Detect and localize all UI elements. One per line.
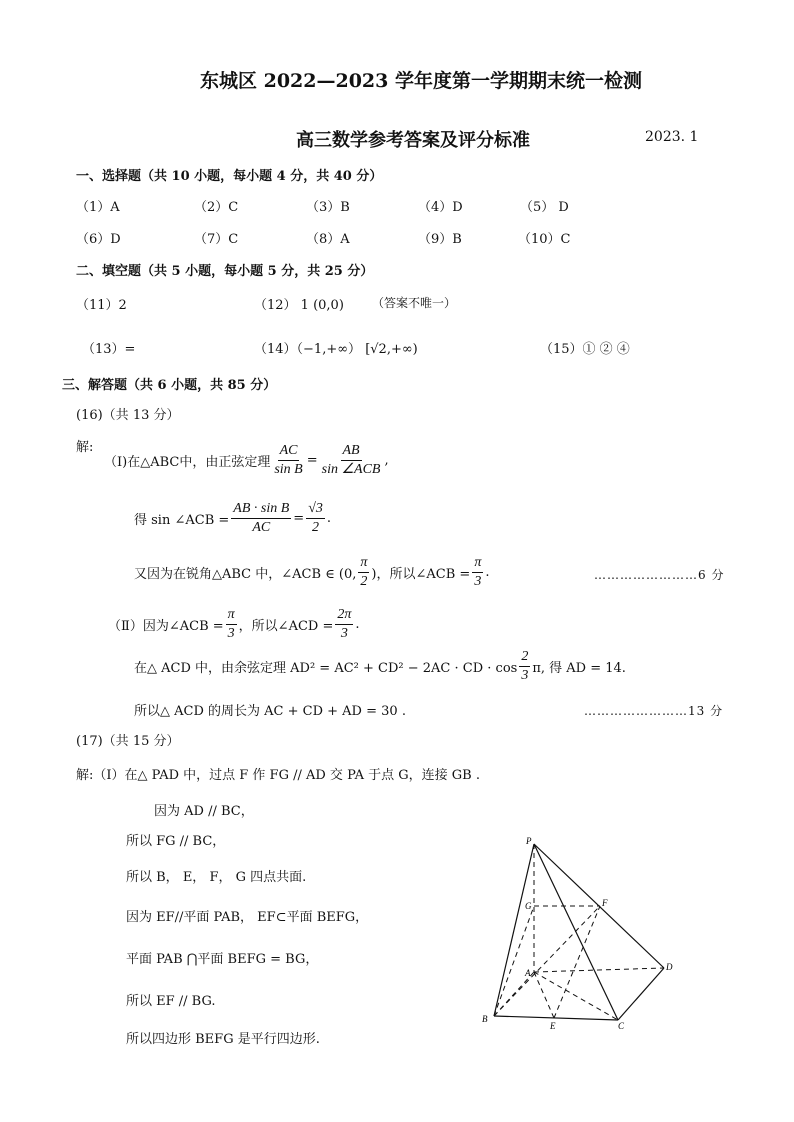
label-C: C [618,1021,625,1031]
label-E: E [550,1021,556,1031]
answer-5: （5） D [520,200,569,215]
answer-6: （6）D [76,232,121,247]
q17-line1: 解:（I）在△ PAD 中，过点 F 作 FG // AD 交 PA 于点 G，连接 GB . [76,768,480,783]
q17-line6: 平面 PAB ⋂平面 BEFG = BG， [126,952,319,967]
label-G: G [525,901,532,911]
edge-CD [618,968,664,1020]
edge-PB [494,844,534,1016]
answer-14: （14）（−1,+∞） [√2,+∞) [254,342,418,357]
q16-l3-frac2: $\frac{\pi}{3}$ [474,555,482,589]
q16-l1-frac2: AB sin ∠ACB [321,443,381,477]
q16-label: (16)（共 13 分） [76,408,180,423]
edge-AB [494,972,534,1016]
answer-10: （10）C [518,232,571,247]
answer-3: （3）B [306,200,350,215]
q16-line2: 得 sin ∠ACB = $\frac{\text{AB · sin B}}{AC}$ = $\frac{√3}{2}$ . [134,501,332,535]
section3-heading: 三、解答题（共 6 小题，共 85 分） [62,378,277,393]
segment-EF [554,906,600,1018]
answer-9: （9）B [418,232,462,247]
label-P: P [526,836,532,846]
answer-8: （8）A [306,232,350,247]
label-A: A [525,968,531,978]
answer-4: （4）D [418,200,463,215]
q16-line5: 在△ ACD 中，由余弦定理 AD² = AC² + CD² − 2AC · CD · cos 2 3 π, 得 AD = 14. [134,649,626,683]
q17-line7: 所以 EF // BG. [126,994,216,1009]
segment-AE [534,972,554,1018]
q16-l5-frac: 2 3 [521,649,529,683]
section1-heading: 一、选择题（共 10 小题，每小题 4 分，共 40 分） [76,169,383,184]
q16-l2-frac1: $\frac{\text{AB · sin B}}{AC}$ [233,501,290,535]
answer-7: （7）C [194,232,239,247]
q17-line3: 所以 FG // BC， [126,834,226,849]
answer-1: （1）A [76,200,120,215]
q16-line4: （Ⅱ）因为∠ACB = $\frac{\pi}{3}$ ，所以∠ACD = $\frac{2\pi}{3}$ . [108,607,360,641]
answer-2: （2）C [194,200,239,215]
q16-l1-frac1: $\frac{AC}{\text{sin B}}$ [274,443,303,477]
answer-12: （12） 1 (0,0) [254,298,344,313]
pyramid-figure [470,832,680,1032]
page-subtitle: 高三数学参考答案及评分标准 [296,130,530,151]
q16-score-6: ……………………6 分 [594,568,725,582]
label-D: D [666,962,673,972]
q16-l4-frac2: $\frac{2\pi}{3}$ [337,607,352,641]
section2-heading: 二、填空题（共 5 小题，每小题 5 分，共 25 分） [76,264,374,279]
q17-line8: 所以四边形 BEFG 是平行四边形. [126,1032,320,1047]
q16-l1-text: （Ⅰ)在△ABC中，由正弦定理 [104,455,271,470]
q16-l3-frac1: π 2 [360,555,368,589]
q17-line4: 所以 B， E， F， G 四点共面. [126,870,307,885]
edge-AD [534,968,664,972]
q16-line6: 所以△ ACD 的周长为 AC + CD + AD = 30 . [134,704,406,719]
q16-l2-frac2: $\frac{√3}{2}$ [308,501,323,535]
q16-line1: （Ⅰ)在△ABC中，由正弦定理 $\frac{AC}{\text{sin B}}$ = AB sin ∠ACB , [104,443,389,477]
q16-line3: 又因为在锐角△ABC 中，∠ACB ∈ (0, π 2 )，所以∠ACB = $\frac{\pi}{3}$ . [134,555,490,589]
answer-15: （15）① ② ④ [540,342,630,357]
label-B: B [482,1014,488,1024]
q17-label: (17)（共 15 分） [76,734,180,749]
q16-l4-frac1: $\frac{\pi}{3}$ [227,607,235,641]
segment-BF [494,906,600,1016]
segment-AC [534,972,618,1020]
answer-13: （13）= [82,342,136,357]
answer-12-note: （答案不唯一） [372,296,457,310]
q17-line5: 因为 EF//平面 PAB， EF⊂平面 BEFG， [126,910,369,925]
segment-BG [494,906,534,1016]
edge-BC [494,1016,618,1020]
q16-score-13: ……………………13 分 [584,704,724,718]
answer-11: （11）2 [76,298,127,313]
page-title: 东城区 2022—2023 学年度第一学期期末统一检测 [200,70,642,92]
q16-jie: 解: [76,440,94,455]
page-date: 2023. 1 [645,129,699,145]
edge-PC [534,844,618,1020]
label-F: F [602,898,608,908]
q17-line2: 因为 AD // BC， [154,804,254,819]
